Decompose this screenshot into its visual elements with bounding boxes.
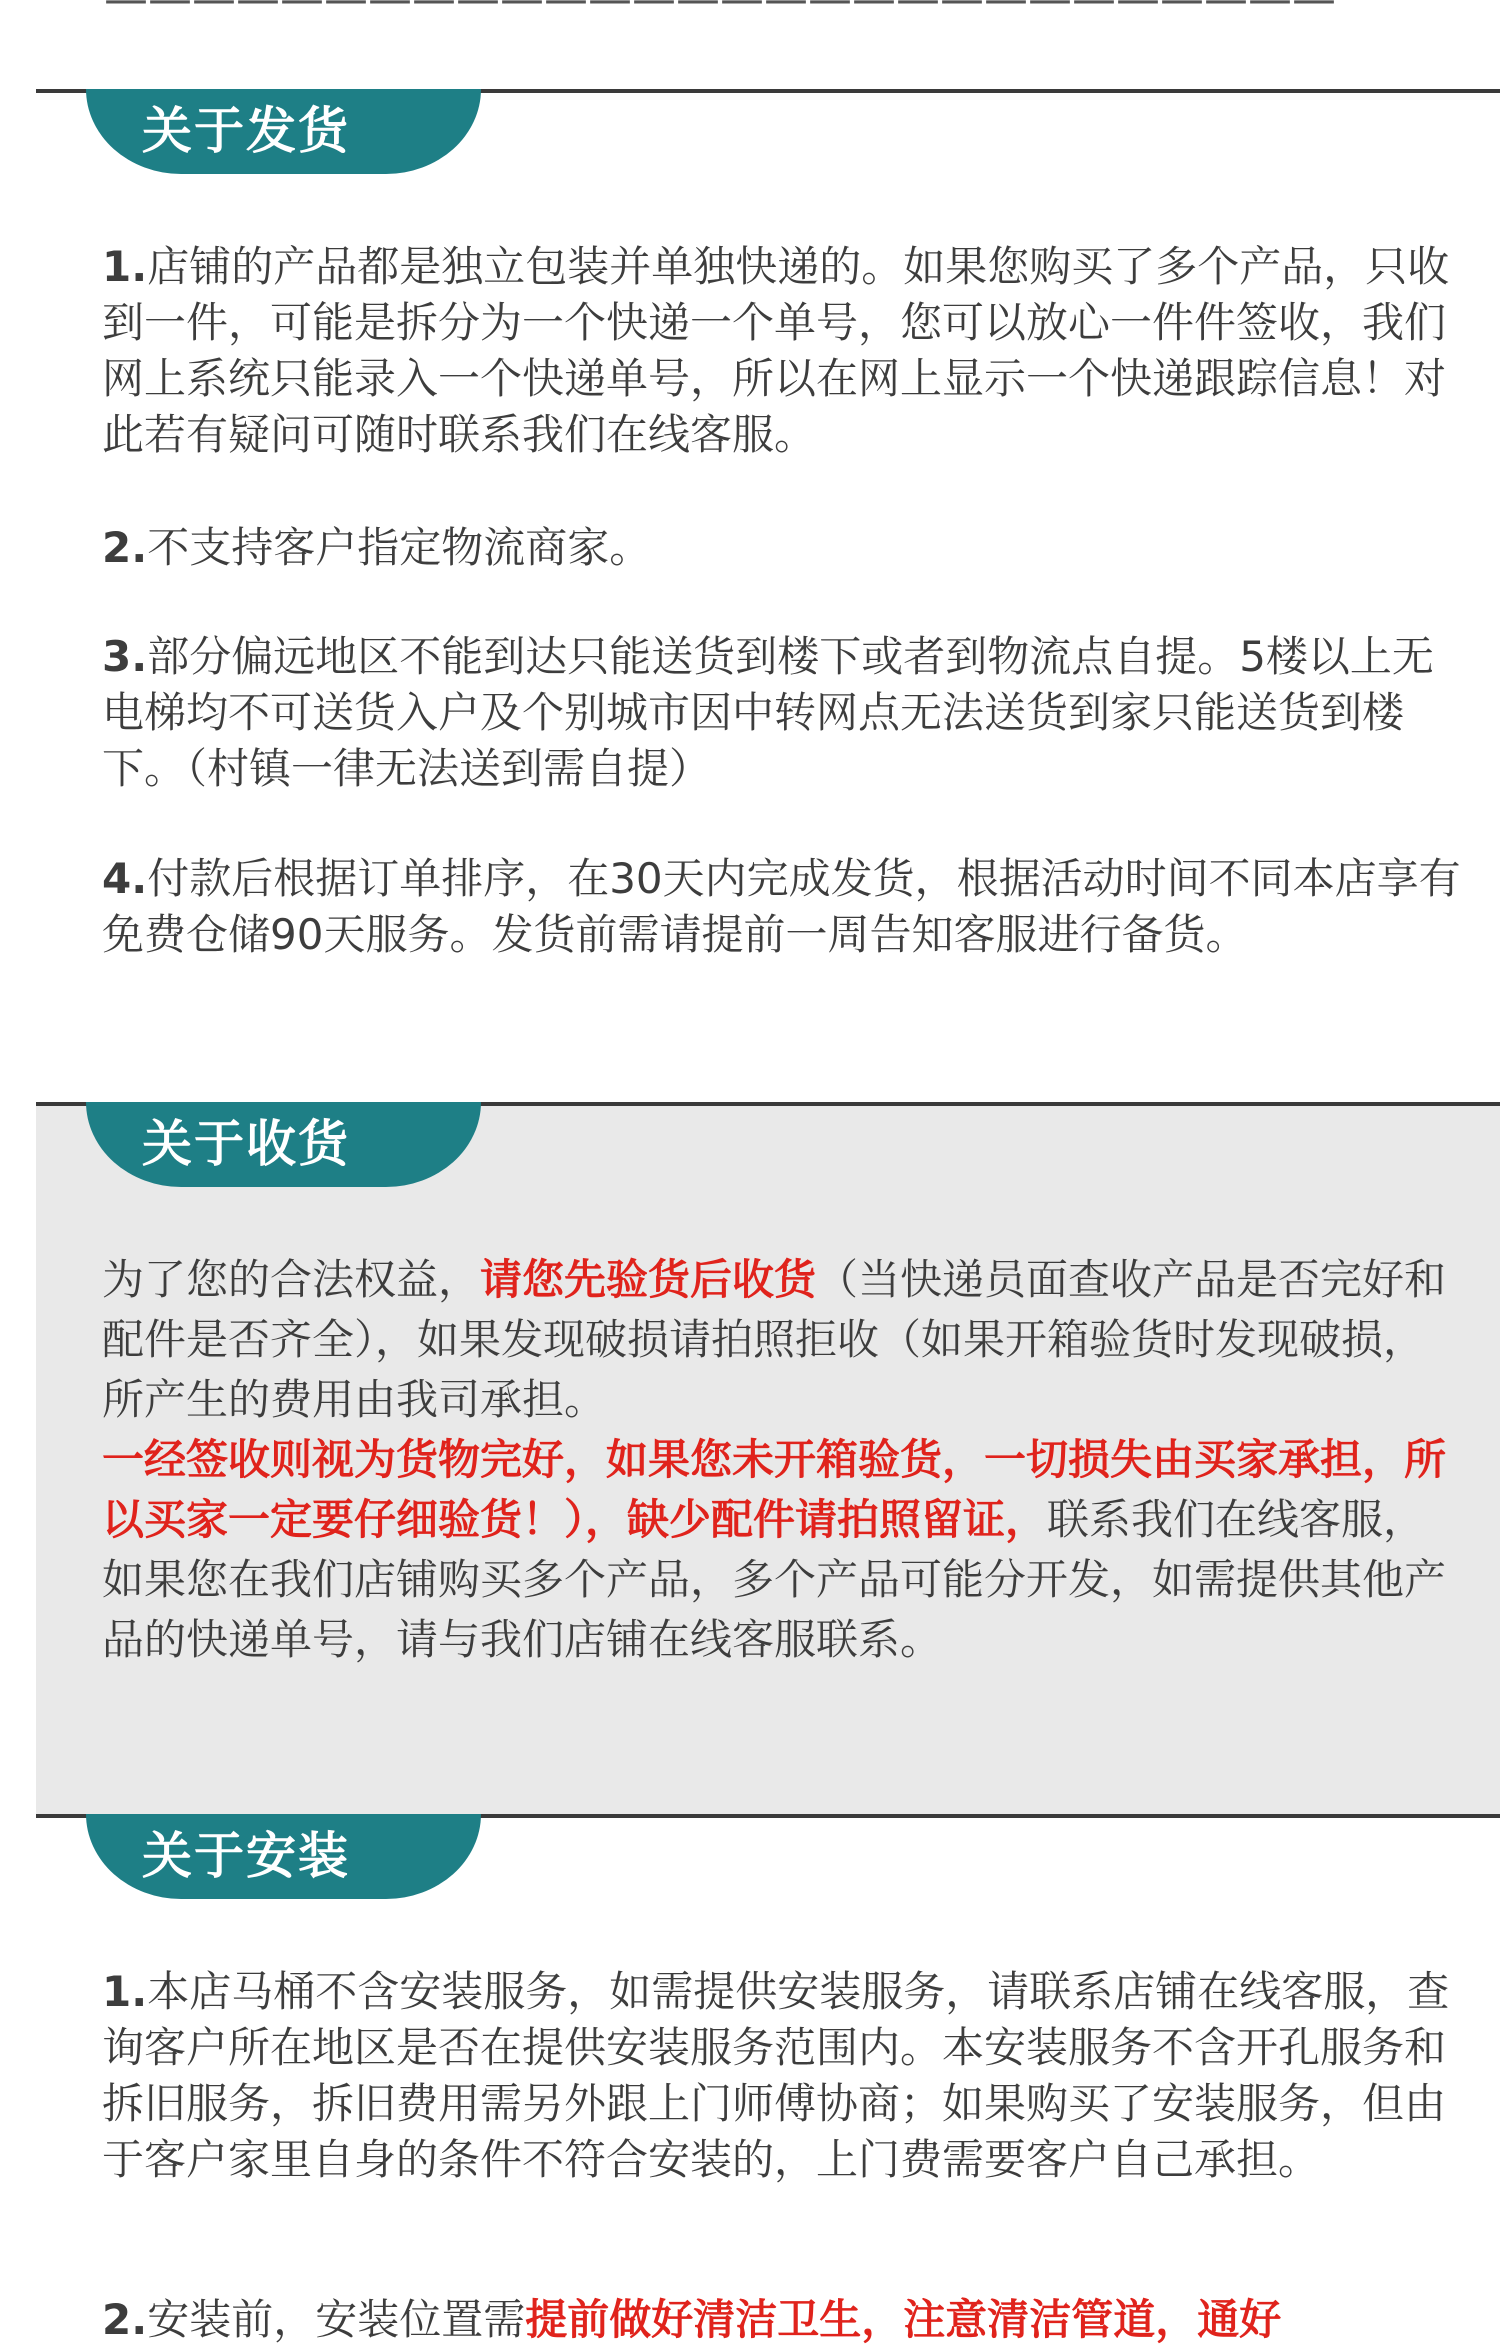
shipping-item-3: 3.部分偏远地区不能到达只能送货到楼下或者到物流点自提。5楼以上无电梯均不可送货入户及个别城市因中转网点无法送货到家只能送货到楼下。（村镇一律无法送到需自提）	[102, 632, 1434, 793]
highlight-clean-first: 提前做好清洁卫生，注意清洁管道，通好	[525, 2295, 1282, 2344]
section-title: 关于安装	[142, 1827, 350, 1885]
installation-item-1: 1.本店马桶不含安装服务，如需提供安装服务，请联系店铺在线客服，查询客户所在地区是否在提供安装服务范围内。本安装服务不含开孔服务和拆旧服务，拆旧费用需另外跟上门师傅协商；如果购买了安装服务，但由于客户家里自身的条件不符合安装的，上门费需要客户自己承担。	[102, 1967, 1450, 2184]
shipping-item-4: 4.付款后根据订单排序，在30天内完成发货，根据活动时间不同本店享有免费仓储90天服务。发货前需请提前一周告知客服进行备货。	[102, 854, 1461, 959]
cut-off-previous-text	[0, 0, 1500, 4]
shipping-item-1: 1.店铺的产品都是独立包装并单独快递的。如果您购买了多个产品，只收到一件，可能是拆分为一个快递一个单号，您可以放心一件件签收，我们网上系统只能录入一个快递单号，所以在网上显示一个快递跟踪信息！对此若有疑问可随时联系我们在线客服。	[102, 242, 1450, 459]
highlight-inspect-first: 请您先验货后收货	[480, 1255, 817, 1304]
section-title: 关于发货	[142, 102, 350, 160]
section-installation	[36, 1814, 1500, 2344]
highlight-sign-warning: 一经签收则视为货物完好，如果您未开箱验货，一切损失由买家承担，所以买家一定要仔细验货！），缺少配件请拍照留证，	[102, 1435, 1447, 1544]
shipping-item-2: 2.不支持客户指定物流商家。	[102, 523, 652, 572]
section-receiving	[36, 1102, 1500, 1814]
installation-item-2: 2.安装前，安装位置需提前做好清洁卫生，注意清洁管道，通好	[102, 2295, 1282, 2344]
section-shipping	[36, 89, 1500, 1089]
section-title: 关于收货	[142, 1115, 350, 1173]
receiving-paragraph: 为了您的合法权益，请您先验货后收货（当快递员面查收产品是否完好和配件是否齐全），如果发现破损请拍照拒收（如果开箱验货时发现破损，所产生的费用由我司承担。 一经签收则视为货物完好，如果您未开箱验货，一切损失由买家承担，所以买家一定要仔细验货！），缺少配件请拍照留证，联系我们在线客服，如果您在我们店铺购买多个产品，多个产品可能分开发，如需提供其他产品的快递单号，请与我们店铺在线客服联系。	[102, 1255, 1447, 1664]
